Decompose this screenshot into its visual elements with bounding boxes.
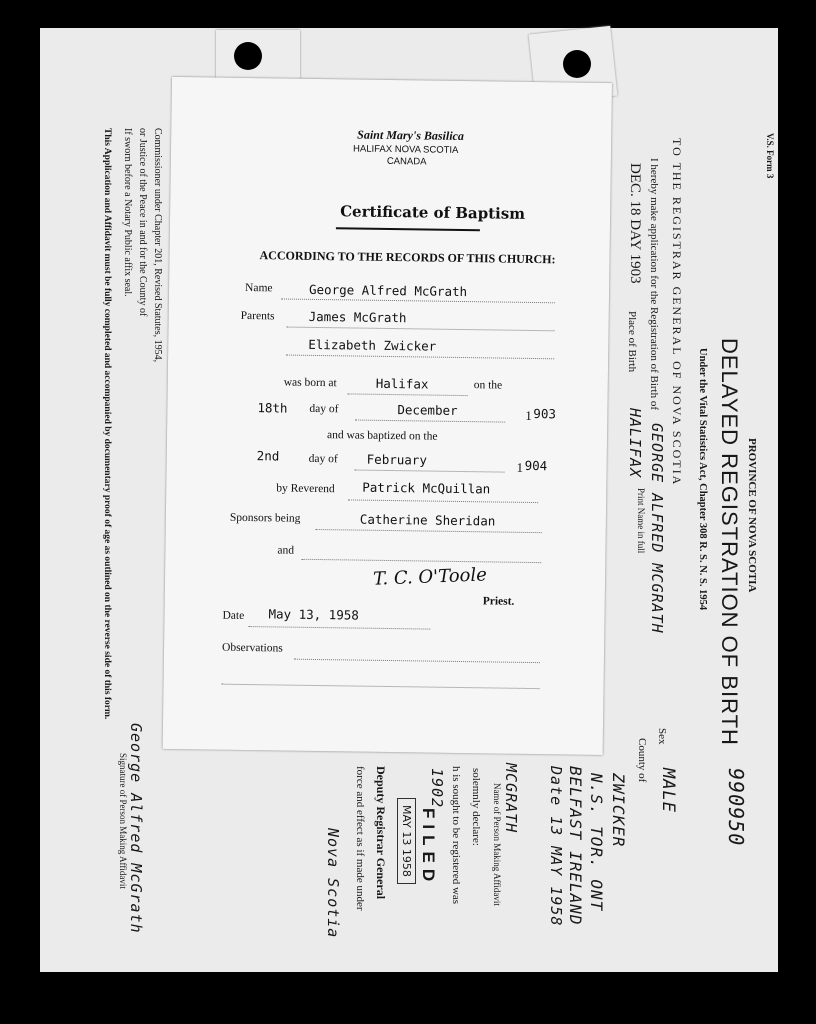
birth-year-prefix: 1 (525, 407, 532, 423)
act-reference: Under the Vital Statistics Act, Chapter 308 R. S. N. S. 1954 (697, 348, 708, 611)
born-at-line (348, 393, 468, 396)
baptism-year: 904 (524, 457, 548, 474)
observations-line-2 (222, 684, 540, 689)
notary-line: If sworn before a Notary Public affix seal. (122, 128, 133, 297)
baptism-day: 2nd (256, 448, 280, 464)
application-line: I hereby make application for the Registration of Birth of (648, 158, 660, 411)
mother-line (286, 355, 554, 360)
second-sponsor-line (301, 559, 541, 563)
baptized-label: and was baptized on the (326, 429, 438, 443)
place-label: Place of Birth (626, 311, 638, 373)
birth-year: 903 (533, 406, 557, 422)
name-value: George Alfred McGrath (308, 281, 468, 300)
justice-line: or Justice of the Peace in and for the County of (137, 128, 148, 317)
place-value: HALIFAX (626, 408, 644, 479)
punch-hole-left (234, 42, 262, 70)
form-title: DELAYED REGISTRATION OF BIRTH (717, 338, 742, 746)
date-label: Date (222, 609, 245, 622)
solemnly: solemnly declare: (470, 768, 482, 846)
certificate-title: Certificate of Baptism (340, 202, 526, 223)
force-line: force and effect as if made under (354, 766, 366, 911)
deputy-registrar-caption: Deputy Registrar General (374, 766, 388, 900)
reverend-label: by Reverend (276, 482, 335, 496)
signature-caption: Signature of Person Making Affidavit (118, 753, 128, 889)
birth-month-line (355, 420, 505, 423)
filed-date-stamp: MAY 13 1958 (397, 798, 416, 884)
father-line (287, 327, 555, 332)
name-caption: Print Name in full (636, 488, 646, 554)
reverend-value: Patrick McQuillan (362, 479, 491, 497)
name-label: Name (244, 281, 273, 295)
observations-line-1 (294, 659, 540, 663)
baptism-certificate (163, 77, 612, 755)
church-city: HALIFAX NOVA SCOTIA (352, 143, 459, 156)
registration-number: 990950 (724, 768, 748, 847)
commissioner-line: Commissioner under Chapter 201, Revised Statutes, 1954, (152, 128, 163, 363)
church-country: CANADA (386, 155, 427, 168)
punch-hole-right (563, 50, 591, 78)
sponsors-value: Catherine Sheridan (359, 511, 496, 529)
filed-stamp: FILED (419, 808, 438, 888)
title-underline (336, 227, 480, 231)
sponsors-line (316, 529, 542, 533)
sponsors-label: Sponsors being (229, 511, 301, 525)
church-name: Saint Mary's Basilica (357, 127, 465, 144)
mother-birthplace: BELFAST IRELAND (566, 766, 585, 926)
parents-label: Parents (240, 309, 275, 323)
addressee: TO THE REGISTRAR GENERAL OF NOVA SCOTIA (670, 138, 684, 487)
name-line (281, 298, 555, 303)
sex-value: MALE (658, 768, 678, 813)
born-at-value: Halifax (375, 375, 429, 392)
observations-label: Observations (221, 641, 283, 655)
nova-scotia-handwritten: Nova Scotia (324, 828, 342, 939)
mother-maiden: ZWICKER (609, 773, 628, 848)
father-value: James McGrath (308, 308, 407, 326)
date-value: May 13, 1958 (268, 606, 359, 623)
sex-label: Sex (656, 728, 668, 745)
affidavit-date: Date 13 MAY 1958 (547, 766, 565, 927)
birth-date: DEC. 18 DAY 1903 (627, 163, 643, 284)
and-label: and (277, 544, 295, 557)
county-label: County of (636, 738, 648, 783)
born-at-label: was born at (283, 376, 337, 390)
declarant-signature: George Alfred McGrath (127, 723, 145, 934)
day-of-label: day of (309, 402, 339, 416)
priest-label: Priest. (482, 595, 515, 608)
reverend-line (348, 499, 538, 503)
records-heading: ACCORDING TO THE RECORDS OF THIS CHURCH: (259, 248, 556, 267)
baptism-month: February (366, 451, 428, 468)
on-the-label: on the (473, 379, 503, 392)
day-of-label-2: day of (308, 452, 338, 466)
mother-value: Elizabeth Zwicker (308, 336, 437, 354)
declarant-name: MCGRATH (502, 763, 520, 834)
birth-day: 18th (257, 400, 288, 416)
baptism-year-prefix: 1 (516, 459, 524, 475)
date-line (248, 626, 430, 630)
footer-instructions: This Application and Affidavit must be fully completed and accompanied by documentary proof of age as outlined on the reverse side of this form. (102, 128, 112, 720)
priest-signature: T. C. O'Toole (372, 564, 488, 590)
declarant-caption: Name of Person Making Affidavit (492, 783, 502, 906)
form-number: V.S. Form 3 (765, 133, 775, 179)
applicant-name: GEORGE ALFRED MCGRATH (648, 423, 666, 634)
baptism-month-line (355, 470, 505, 473)
father-birthplace: N.S. TOR. ONT (587, 773, 606, 912)
registered-year: 1902 (428, 768, 446, 809)
province-heading: PROVINCE OF NOVA SCOTIA (746, 438, 758, 593)
registered-line: h is sought to be registered was (450, 766, 462, 905)
birth-month: December (397, 402, 458, 418)
